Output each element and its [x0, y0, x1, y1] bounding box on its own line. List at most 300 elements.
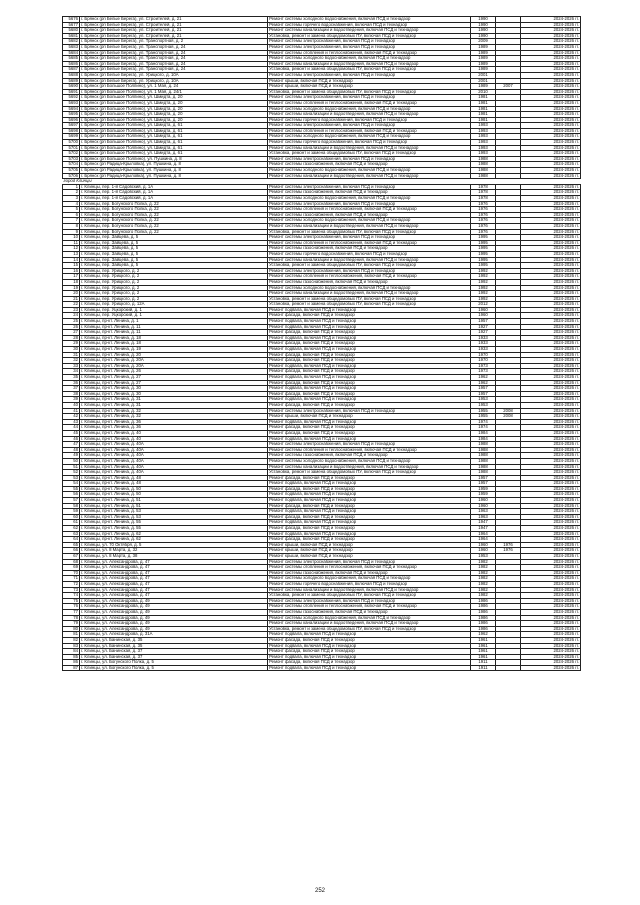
year-built-cell: 1981 [471, 112, 496, 118]
year-repaired-cell: 1976 [496, 542, 521, 548]
work-type-cell: Ремонт системы холодного водоснабжения, включая ПСД и технадзор [268, 615, 471, 621]
planned-period-cell: 2024-2026 гг. [521, 604, 581, 610]
work-type-cell: Ремонт системы газоснабжения, включая ПСД и технадзор [268, 190, 471, 196]
year-built-cell: 1995 [471, 251, 496, 257]
work-type-cell: Ремонт системы холодного водоснабжения, включая ПСД и технадзор [268, 134, 471, 140]
address-cell: г. Клинцы, пер. Богунского Полка, д. 22 [80, 207, 268, 213]
address-cell: г. Клинцы, ул. Александрова, д. 31А [80, 632, 268, 638]
work-type-cell: Ремонт системы газоснабжения, включая ПСД и технадзор [268, 212, 471, 218]
year-built-cell: 1982 [471, 576, 496, 582]
year-built-cell: 1989 [471, 84, 496, 90]
work-type-cell: Ремонт системы электроснабжения, включая ПСД и технадзор [268, 39, 471, 45]
year-built-cell: 1970 [471, 358, 496, 364]
work-type-cell: Ремонт подвала, включая ПСД и технадзор [268, 509, 471, 515]
row-number-cell: 73 [63, 587, 80, 593]
year-built-cell: 1990 [471, 17, 496, 23]
work-type-cell: Ремонт фасада, включая ПСД и технадзор [268, 425, 471, 431]
year-built-cell: 1988 [471, 173, 496, 179]
work-type-cell: Ремонт системы горячего водоснабжения, включая ПСД и технадзор [268, 140, 471, 146]
year-built-cell: 1982 [471, 570, 496, 576]
address-cell: г. Клинцы, ул. Банинская, д. 37 [80, 649, 268, 655]
work-type-cell: Ремонт системы холодного водоснабжения, включая ПСД и технадзор [268, 56, 471, 62]
work-type-cell: Ремонт фасада, включая ПСД и технадзор [268, 402, 471, 408]
row-number-cell: 5693 [63, 100, 80, 106]
planned-period-cell: 2024-2026 гг. [521, 554, 581, 560]
address-cell: г. Клинцы, пр-кт. Ленина, д. 11 [80, 324, 268, 330]
planned-period-cell: 2024-2026 гг. [521, 464, 581, 470]
work-type-cell: Ремонт системы холодного водоснабжения, включая ПСД и технадзор [268, 106, 471, 112]
planned-period-cell: 2024-2026 гг. [521, 218, 581, 224]
address-cell: г. Брянск (рп Белые Берега), ул. Строителей, д. 21 [80, 22, 268, 28]
row-number-cell: 32 [63, 358, 80, 364]
year-built-cell: 1961 [471, 654, 496, 660]
planned-period-cell: 2024-2026 гг. [521, 442, 581, 448]
address-cell: г. Клинцы, пер. Зайцева, д. 5 [80, 235, 268, 241]
row-number-cell: 5700 [63, 140, 80, 146]
year-built-cell: 1947 [471, 526, 496, 532]
row-number-cell: 84 [63, 649, 80, 655]
year-built-cell: 1959 [471, 486, 496, 492]
planned-period-cell: 2024-2026 гг. [521, 615, 581, 621]
planned-period-cell: 2024-2026 гг. [521, 151, 581, 157]
year-built-cell: 1989 [471, 67, 496, 73]
row-number-cell: 62 [63, 526, 80, 532]
address-cell: г. Клинцы, ул. 8 Марта, д. 38 [80, 554, 268, 560]
address-cell: г. Клинцы, пер. Урицкого, д. 2 [80, 279, 268, 285]
row-number-cell: 56 [63, 492, 80, 498]
address-cell: г. Клинцы, пр-кт. Ленина, д. 36 [80, 419, 268, 425]
planned-period-cell: 2024-2026 гг. [521, 548, 581, 554]
year-built-cell: 1976 [471, 201, 496, 207]
year-built-cell: 1988 [471, 447, 496, 453]
row-number-cell: 8 [63, 223, 80, 229]
year-built-cell: 1961 [471, 643, 496, 649]
table-row [63, 542, 581, 548]
work-type-cell: Ремонт системы газоснабжения, включая ПСД и технадзор [268, 609, 471, 615]
row-number-cell: 5 [63, 207, 80, 213]
row-number-cell: 37 [63, 386, 80, 392]
planned-period-cell: 2024-2026 гг. [521, 156, 581, 162]
address-cell: г. Брянск (рп Белые Берега), ул. Транспортная, д. 24 [80, 50, 268, 56]
year-built-cell: 1976 [471, 207, 496, 213]
planned-period-cell: 2024-2026 гг. [521, 649, 581, 655]
year-built-cell: 2012 [471, 302, 496, 308]
planned-period-cell: 2024-2026 гг. [521, 22, 581, 28]
row-number-cell: 74 [63, 593, 80, 599]
address-cell: г. Брянск (рп Радица-Крыловка), ул. Пушкина, д. 8 [80, 173, 268, 179]
planned-period-cell: 2024-2026 гг. [521, 324, 581, 330]
year-repaired-cell: 2008 [496, 408, 521, 414]
work-type-cell: Ремонт подвала, включая ПСД и технадзор [268, 397, 471, 403]
work-type-cell: Установка, ремонт и замена общедомовых ПУ, включая ПСД и технадзор [268, 626, 471, 632]
year-built-cell: 1992 [471, 268, 496, 274]
year-built-cell: 1993 [471, 151, 496, 157]
work-type-cell: Ремонт подвала, включая ПСД и технадзор [268, 436, 471, 442]
address-cell: г. Клинцы, пр-кт. Ленина, д. 53 [80, 514, 268, 520]
work-type-cell: Ремонт системы канализации и водоотведения, включая ПСД и технадзор [268, 223, 471, 229]
row-number-cell: 75 [63, 598, 80, 604]
address-cell: г. Клинцы, пр-кт. Ленина, д. 27 [80, 380, 268, 386]
planned-period-cell: 2024-2026 гг. [521, 307, 581, 313]
row-number-cell: 83 [63, 643, 80, 649]
address-cell: г. Брянск (рп Белые Берега), ул. Транспортная, д. 24 [80, 67, 268, 73]
year-built-cell: 1927 [471, 324, 496, 330]
planned-period-cell: 2024-2026 гг. [521, 235, 581, 241]
year-built-cell: 1992 [471, 296, 496, 302]
row-number-cell: 5704 [63, 162, 80, 168]
planned-period-cell: 2024-2026 гг. [521, 576, 581, 582]
row-number-cell: 20 [63, 291, 80, 297]
planned-period-cell: 2024-2026 гг. [521, 587, 581, 593]
address-cell: г. Клинцы, ул. Александрова, д. 49 [80, 621, 268, 627]
row-number-cell: 57 [63, 498, 80, 504]
row-number-cell: 21 [63, 296, 80, 302]
row-number-cell: 70 [63, 570, 80, 576]
row-number-cell: 60 [63, 514, 80, 520]
year-built-cell: 1927 [471, 330, 496, 336]
work-type-cell: Ремонт фасада, включая ПСД и технадзор [268, 430, 471, 436]
planned-period-cell: 2024-2026 гг. [521, 240, 581, 246]
planned-period-cell: 2024-2026 гг. [521, 386, 581, 392]
row-number-cell: 7 [63, 218, 80, 224]
planned-period-cell: 2024-2026 гг. [521, 643, 581, 649]
year-built-cell: 1988 [471, 453, 496, 459]
work-type-cell: Ремонт крыши, включая ПСД и технадзор [268, 414, 471, 420]
year-built-cell: 1962 [471, 380, 496, 386]
planned-period-cell: 2024-2026 гг. [521, 654, 581, 660]
address-cell: г. Клинцы, пр-кт. Ленина, д. 18 [80, 341, 268, 347]
work-type-cell: Ремонт подвала, включая ПСД и технадзор [268, 335, 471, 341]
planned-period-cell: 2024-2026 гг. [521, 162, 581, 168]
row-number-cell: 42 [63, 414, 80, 420]
row-number-cell: 5676 [63, 17, 80, 23]
year-built-cell: 1933 [471, 347, 496, 353]
year-built-cell: 1961 [471, 649, 496, 655]
row-number-cell: 1 [63, 184, 80, 190]
address-cell: г. Клинцы, пер. Уцкорский, д. 1 [80, 313, 268, 319]
address-cell: г. Клинцы, ул. Александрова, д. 47 [80, 593, 268, 599]
planned-period-cell: 2024-2026 гг. [521, 637, 581, 643]
planned-period-cell: 2024-2026 гг. [521, 33, 581, 39]
address-cell: г. Клинцы, ул. Александрова, д. 49 [80, 609, 268, 615]
work-type-cell: Ремонт системы отопления и теплоснабжения, включая ПСД и технадзор [268, 604, 471, 610]
year-built-cell: 1973 [471, 369, 496, 375]
row-number-cell: 23 [63, 307, 80, 313]
table-row [63, 408, 581, 414]
work-type-cell: Установка, ремонт и замена общедомовых ПУ, включая ПСД и технадзор [268, 229, 471, 235]
row-number-cell: 72 [63, 581, 80, 587]
address-cell: г. Брянск (рп Большое Полпино), ул. Шмидта, д. 61 [80, 134, 268, 140]
planned-period-cell: 2024-2026 гг. [521, 660, 581, 666]
row-number-cell: 40 [63, 402, 80, 408]
address-cell: г. Брянск (рп Радица-Крыловка), ул. Пушкина, д. 8 [80, 162, 268, 168]
address-cell: г. Клинцы, ул. Александрова, д. 49 [80, 626, 268, 632]
year-built-cell: 1986 [471, 604, 496, 610]
planned-period-cell: 2024-2026 гг. [521, 621, 581, 627]
planned-period-cell: 2024-2026 гг. [521, 117, 581, 123]
work-type-cell: Ремонт подвала, включая ПСД и технадзор [268, 498, 471, 504]
row-number-cell: 47 [63, 442, 80, 448]
address-cell: г. Клинцы, пер. Зайцева, д. 5 [80, 251, 268, 257]
planned-period-cell: 2024-2026 гг. [521, 268, 581, 274]
planned-period-cell: 2024-2026 гг. [521, 140, 581, 146]
address-cell: г. Клинцы, ул. Александрова, д. 47 [80, 565, 268, 571]
work-type-cell: Ремонт системы канализации и водоотведения, включая ПСД и технадзор [268, 112, 471, 118]
year-repaired-cell: 2008 [496, 414, 521, 420]
planned-period-cell: 2024-2026 гг. [521, 229, 581, 235]
address-cell: г. Брянск (рп Большое Полпино), ул. Пушкина, д. 8 [80, 156, 268, 162]
row-number-cell: 27 [63, 330, 80, 336]
work-type-cell: Ремонт системы холодного водоснабжения, включая ПСД и технадзор [268, 576, 471, 582]
work-type-cell: Ремонт подвала, включая ПСД и технадзор [268, 481, 471, 487]
row-number-cell: 4 [63, 201, 80, 207]
row-number-cell: 51 [63, 464, 80, 470]
year-built-cell: 1990 [471, 28, 496, 34]
year-built-cell: 1976 [471, 212, 496, 218]
year-built-cell: 2009 [471, 39, 496, 45]
planned-period-cell: 2024-2026 гг. [521, 626, 581, 632]
address-cell: г. Клинцы, пер. Богунского Полка, д. 22 [80, 201, 268, 207]
planned-period-cell: 2024-2026 гг. [521, 453, 581, 459]
row-number-cell: 5691 [63, 89, 80, 95]
work-type-cell: Ремонт подвала, включая ПСД и технадзор [268, 492, 471, 498]
address-cell: г. Клинцы, пр-кт. Ленина, д. 30 [80, 386, 268, 392]
year-built-cell: 1993 [471, 145, 496, 151]
address-cell: г. Клинцы, ул. Банинская, д. 35 [80, 643, 268, 649]
work-type-cell: Ремонт системы газоснабжения, включая ПСД и технадзор [268, 162, 471, 168]
planned-period-cell: 2024-2026 гг. [521, 436, 581, 442]
address-cell: г. Брянск (рп Белые Берега), ул. Строителей, д. 21 [80, 33, 268, 39]
year-built-cell: 1957 [471, 386, 496, 392]
year-built-cell: 1933 [471, 341, 496, 347]
row-number-cell: 17 [63, 274, 80, 280]
planned-period-cell: 2024-2026 гг. [521, 498, 581, 504]
address-cell: г. Клинцы, пр-кт. Ленина, д. 55 [80, 520, 268, 526]
planned-period-cell: 2024-2026 гг. [521, 89, 581, 95]
year-built-cell: 1988 [471, 156, 496, 162]
year-built-cell: 1989 [471, 50, 496, 56]
row-number-cell: 5690 [63, 84, 80, 90]
year-built-cell: 1963 [471, 514, 496, 520]
table-row [63, 84, 581, 90]
row-number-cell: 54 [63, 481, 80, 487]
table-row [63, 665, 581, 671]
year-built-cell: 1989 [471, 56, 496, 62]
address-cell: г. Клинцы, ул. Банинская, д. 37 [80, 654, 268, 660]
address-cell: г. Брянск (рп Белые Берега), ул. Транспортная, д. 24 [80, 56, 268, 62]
work-type-cell: Ремонт подвала, включая ПСД и технадзор [268, 520, 471, 526]
work-type-cell: Ремонт системы канализации и водоотведения, включая ПСД и технадзор [268, 173, 471, 179]
year-built-cell: 1992 [471, 274, 496, 280]
work-type-cell: Ремонт крыши, включая ПСД и технадзор [268, 554, 471, 560]
row-number-cell: 50 [63, 458, 80, 464]
work-type-cell: Ремонт системы отопления и теплоснабжения, включая ПСД и технадзор [268, 207, 471, 213]
planned-period-cell: 2024-2026 гг. [521, 397, 581, 403]
year-built-cell: 1982 [471, 565, 496, 571]
row-number-cell: 34 [63, 369, 80, 375]
row-number-cell: 11 [63, 240, 80, 246]
year-built-cell: 1911 [471, 665, 496, 671]
address-cell: г. Клинцы, пер. Зайцева, д. 5 [80, 263, 268, 269]
work-type-cell: Ремонт системы канализации и водоотведения, включая ПСД и технадзор [268, 621, 471, 627]
work-type-cell: Ремонт подвала, включая ПСД и технадзор [268, 419, 471, 425]
planned-period-cell: 2024-2026 гг. [521, 39, 581, 45]
year-built-cell: 1960 [471, 503, 496, 509]
row-number-cell: 41 [63, 408, 80, 414]
work-type-cell: Установка, ремонт и замена общедомовых ПУ, включая ПСД и технадзор [268, 470, 471, 476]
year-built-cell: 1988 [471, 442, 496, 448]
repair-schedule-table [62, 16, 581, 671]
planned-period-cell: 2024-2026 гг. [521, 665, 581, 671]
work-type-cell: Ремонт фасада, включая ПСД и технадзор [268, 660, 471, 666]
year-built-cell: 1962 [471, 375, 496, 381]
address-cell: г. Брянск (рп Белые Берега), ул. Строителей, д. 21 [80, 28, 268, 34]
row-number-cell: 44 [63, 425, 80, 431]
work-type-cell: Установка, ремонт и замена общедомовых ПУ, включая ПСД и технадзор [268, 89, 471, 95]
year-built-cell: 1984 [471, 436, 496, 442]
planned-period-cell: 2024-2026 гг. [521, 358, 581, 364]
work-type-cell: Ремонт фасада, включая ПСД и технадзор [268, 475, 471, 481]
row-number-cell: 87 [63, 665, 80, 671]
work-type-cell: Ремонт подвала, включая ПСД и технадзор [268, 531, 471, 537]
address-cell: г. Клинцы, ул. Богунского Полка, д. 5 [80, 665, 268, 671]
year-built-cell: 1957 [471, 391, 496, 397]
address-cell: г. Клинцы, пер. Зайцева, д. 5 [80, 257, 268, 263]
work-type-cell: Установка, ремонт и замена общедомовых ПУ, включая ПСД и технадзор [268, 33, 471, 39]
planned-period-cell: 2024-2026 гг. [521, 61, 581, 67]
year-built-cell: 1976 [471, 218, 496, 224]
work-type-cell: Ремонт фасада, включая ПСД и технадзор [268, 358, 471, 364]
row-number-cell: 18 [63, 279, 80, 285]
planned-period-cell: 2024-2026 гг. [521, 112, 581, 118]
year-built-cell: 1953 [471, 397, 496, 403]
work-type-cell: Установка, ремонт и замена общедомовых ПУ, включая ПСД и технадзор [268, 151, 471, 157]
year-built-cell: 1989 [471, 44, 496, 50]
planned-period-cell: 2024-2026 гг. [521, 313, 581, 319]
work-type-cell: Установка, ремонт и замена общедомовых ПУ, включая ПСД и технадзор [268, 263, 471, 269]
address-cell: г. Клинцы, пер. Урицкого, д. 2 [80, 268, 268, 274]
year-built-cell: 1986 [471, 609, 496, 615]
planned-period-cell: 2024-2026 гг. [521, 67, 581, 73]
planned-period-cell: 2024-2026 гг. [521, 128, 581, 134]
planned-period-cell: 2024-2026 гг. [521, 419, 581, 425]
row-number-cell: 67 [63, 554, 80, 560]
address-cell: г. Клинцы, пр-кт. Ленина, д. 32 [80, 408, 268, 414]
planned-period-cell: 2024-2026 гг. [521, 514, 581, 520]
work-type-cell: Ремонт системы отопления и теплоснабжения, включая ПСД и технадзор [268, 128, 471, 134]
work-type-cell: Ремонт системы газоснабжения, включая ПСД и технадзор [268, 246, 471, 252]
address-cell: г. Клинцы, пр-кт. Ленина, д. 19 [80, 347, 268, 353]
planned-period-cell: 2024-2026 гг. [521, 201, 581, 207]
work-type-cell: Ремонт системы холодного водоснабжения, включая ПСД и технадзор [268, 285, 471, 291]
planned-period-cell: 2024-2026 гг. [521, 56, 581, 62]
work-type-cell: Ремонт системы газоснабжения, включая ПСД и технадзор [268, 279, 471, 285]
address-cell: г. Брянск (рп Большое Полпино), ул. Шмидта, д. 20 [80, 106, 268, 112]
year-repaired-cell [496, 665, 521, 671]
row-number-cell: 35 [63, 375, 80, 381]
year-built-cell: 1947 [471, 520, 496, 526]
address-cell: г. Клинцы, ул. Александрова, д. 47 [80, 581, 268, 587]
address-cell: г. Клинцы, пр-кт. Ленина, д. 20А [80, 358, 268, 364]
work-type-cell: Ремонт подвала, включая ПСД и технадзор [268, 632, 471, 638]
planned-period-cell: 2024-2026 гг. [521, 223, 581, 229]
work-type-cell: Ремонт фасада, включая ПСД и технадзор [268, 537, 471, 543]
work-type-cell: Ремонт фасада, включая ПСД и технадзор [268, 391, 471, 397]
year-built-cell: 1960 [471, 542, 496, 548]
row-number-cell: 5684 [63, 50, 80, 56]
work-type-cell: Ремонт подвала, включая ПСД и технадзор [268, 375, 471, 381]
work-type-cell: Ремонт крыши, включая ПСД и технадзор [268, 84, 471, 90]
year-built-cell: 1955 [471, 414, 496, 420]
address-cell: г. Клинцы, пр-кт. Ленина, д. 50 [80, 492, 268, 498]
year-built-cell: 1984 [471, 430, 496, 436]
address-cell: г. Клинцы, пер. 1-й Садовский, д. 1А [80, 196, 268, 202]
year-built-cell: 2001 [471, 78, 496, 84]
row-number-cell: 30 [63, 347, 80, 353]
row-number-cell: 85 [63, 654, 80, 660]
row-number-cell: 64 [63, 537, 80, 543]
address-cell: г. Брянск (рп Большое Полпино), ул. 1 Мая, д. 24/1 [80, 89, 268, 95]
row-number-cell: 5688 [63, 72, 80, 78]
planned-period-cell: 2024-2026 гг. [521, 50, 581, 56]
year-built-cell: 1988 [471, 464, 496, 470]
row-number-cell: 53 [63, 475, 80, 481]
year-built-cell: 1973 [471, 363, 496, 369]
address-cell: г. Клинцы, пр-кт. Ленина, д. 31 [80, 402, 268, 408]
work-type-cell: Ремонт системы отопления и теплоснабжения, включая ПСД и технадзор [268, 240, 471, 246]
address-cell: г. Клинцы, пр-кт. Ленина, д. 40 [80, 436, 268, 442]
planned-period-cell: 2024-2026 гг. [521, 486, 581, 492]
work-type-cell: Ремонт системы электроснабжения, включая ПСД и технадзор [268, 268, 471, 274]
address-cell: г. Брянск (рп Белые Берега), ул. Транспортная, д. 2 [80, 39, 268, 45]
planned-period-cell: 2024-2026 гг. [521, 531, 581, 537]
row-number-cell: 5682 [63, 39, 80, 45]
work-type-cell: Ремонт системы отопления и теплоснабжения, включая ПСД и технадзор [268, 565, 471, 571]
address-cell: г. Клинцы, пр-кт. Ленина, д. 40А [80, 447, 268, 453]
work-type-cell: Ремонт крыши, включая ПСД и технадзор [268, 542, 471, 548]
work-type-cell: Ремонт системы канализации и водоотведения, включая ПСД и технадзор [268, 28, 471, 34]
row-number-cell: 52 [63, 470, 80, 476]
row-number-cell: 5702 [63, 151, 80, 157]
row-number-cell: 26 [63, 324, 80, 330]
row-number-cell: 38 [63, 391, 80, 397]
row-number-cell: 58 [63, 503, 80, 509]
row-number-cell: 49 [63, 453, 80, 459]
year-built-cell: 1911 [471, 660, 496, 666]
year-built-cell: 1960 [471, 548, 496, 554]
row-number-cell: 16 [63, 268, 80, 274]
address-cell: г. Клинцы, пр-кт. Ленина, д. 40А [80, 453, 268, 459]
year-built-cell: 1982 [471, 559, 496, 565]
address-cell: г. Клинцы, пер. 1-й Садовский, д. 1А [80, 184, 268, 190]
year-built-cell: 1974 [471, 425, 496, 431]
work-type-cell: Ремонт подвала, включая ПСД и технадзор [268, 363, 471, 369]
year-built-cell: 1992 [471, 291, 496, 297]
work-type-cell: Ремонт системы отопления и теплоснабжения, включая ПСД и технадзор [268, 274, 471, 280]
address-cell: г. Брянск (рп Большое Полпино), ул. Шмидта, д. 20 [80, 95, 268, 101]
year-built-cell: 1995 [471, 246, 496, 252]
address-cell: г. Клинцы, пр-кт. Ленина, д. 18 [80, 335, 268, 341]
address-cell: г. Клинцы, пр-кт. Ленина, д. 40А [80, 442, 268, 448]
address-cell: г. Брянск (рп Радица-Крыловка), ул. Пушкина, д. 8 [80, 168, 268, 174]
row-number-cell: 66 [63, 548, 80, 554]
address-cell: г. Клинцы, пр-кт. Ленина, д. 62 [80, 531, 268, 537]
address-cell: г. Клинцы, пр-кт. Ленина, д. 36 [80, 425, 268, 431]
work-type-cell: Установка, ремонт и замена общедомовых ПУ, включая ПСД и технадзор [268, 593, 471, 599]
year-repaired-cell: 1976 [496, 548, 521, 554]
address-cell: г. Брянск (рп Белые Берега), ул. Транспортная, д. 24 [80, 61, 268, 67]
row-number-cell: 5695 [63, 112, 80, 118]
